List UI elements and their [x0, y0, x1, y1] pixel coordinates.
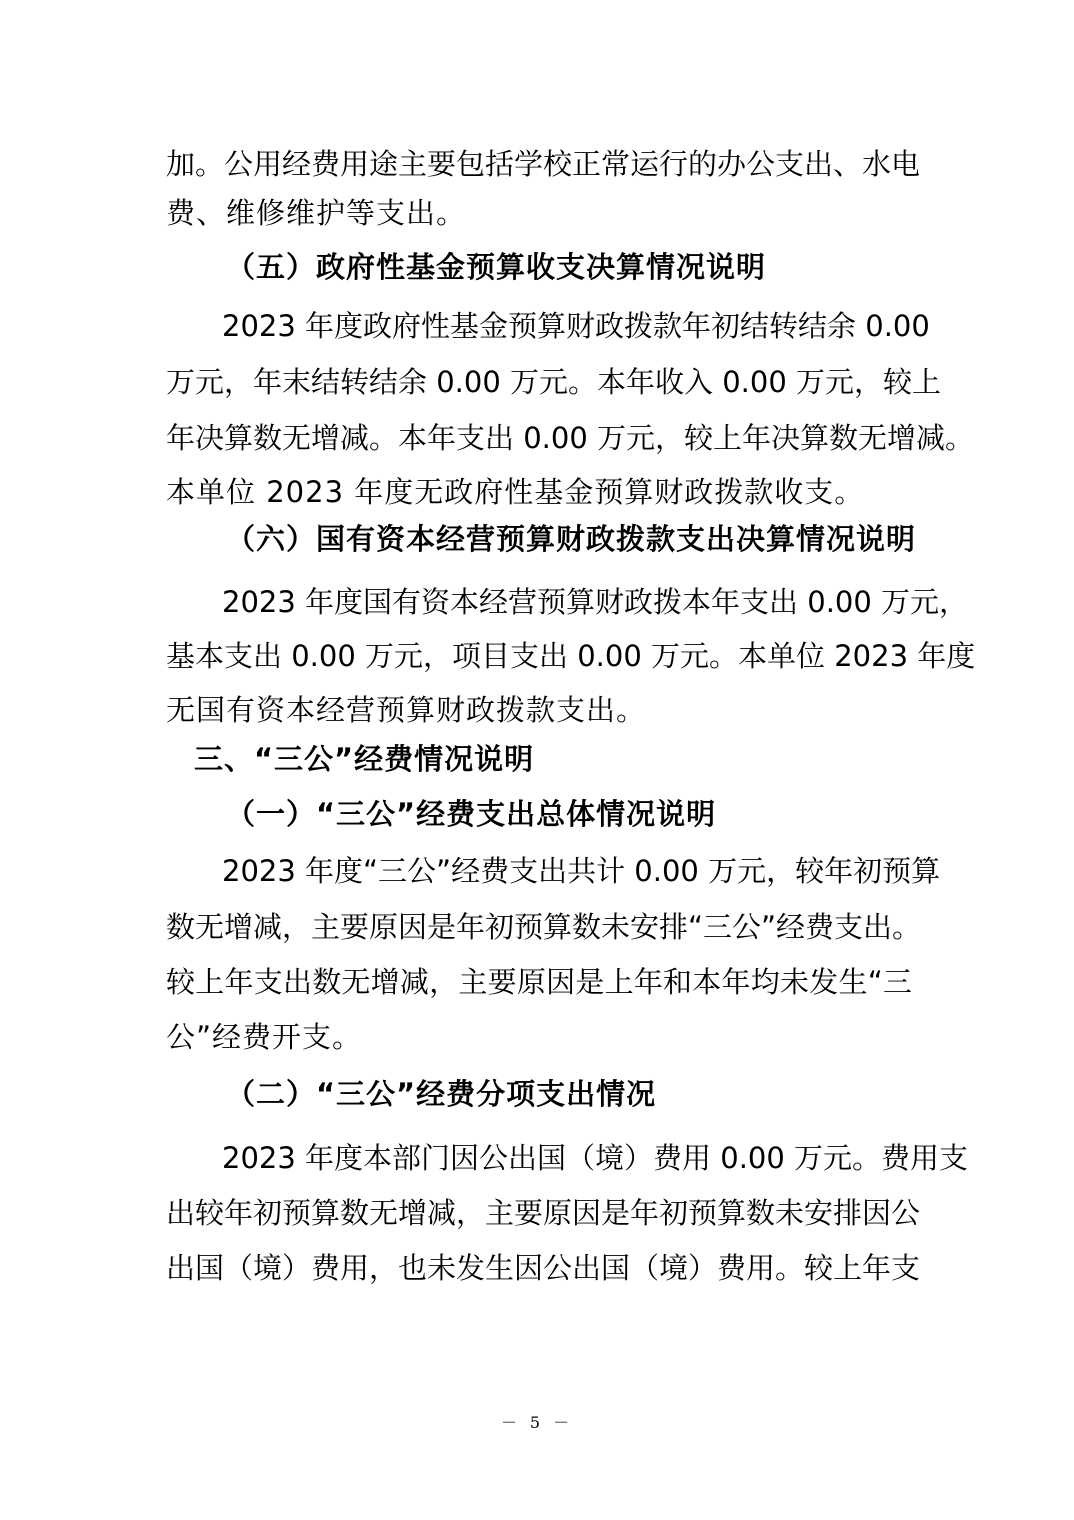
- paragraph-line: 基本支出 0.00 万元，项目支出 0.00 万元。本单位 2023 年度: [166, 639, 976, 673]
- paragraph-line: 2023 年度政府性基金预算财政拨款年初结转结余 0.00: [222, 309, 930, 343]
- paragraph-line: 出国（境）费用，也未发生因公出国（境）费用。较上年支: [166, 1251, 921, 1285]
- paragraph-line: 年决算数无增减。本年支出 0.00 万元，较上年决算数无增减。: [166, 421, 975, 455]
- paragraph-line: 公”经费开支。: [166, 1020, 363, 1054]
- section-heading-5: （五）政府性基金预算收支决算情况说明: [226, 250, 767, 284]
- chapter-heading-3: 三、“三公”经费情况说明: [194, 742, 535, 776]
- paragraph-line: 加。公用经费用途主要包括学校正常运行的办公支出、水电: [166, 147, 921, 181]
- paragraph-line: 较上年支出数无增减，主要原因是上年和本年均未发生“三: [166, 965, 912, 999]
- paragraph-line: 2023 年度国有资本经营预算财政拨本年支出 0.00 万元，: [222, 585, 969, 619]
- page-number: － 5 －: [500, 1413, 574, 1432]
- paragraph-line: 无国有资本经营预算财政拨款支出。: [166, 693, 647, 727]
- section-heading-3-1: （一）“三公”经费支出总体情况说明: [226, 797, 717, 831]
- paragraph-line: 本单位 2023 年度无政府性基金预算财政拨款收支。: [166, 475, 865, 509]
- section-heading-6: （六）国有资本经营预算财政拨款支出决算情况说明: [226, 522, 917, 556]
- paragraph-line: 2023 年度“三公”经费支出共计 0.00 万元，较年初预算: [222, 854, 941, 888]
- paragraph-line: 费、维修维护等支出。: [166, 196, 467, 230]
- paragraph-line: 万元，年末结转结余 0.00 万元。本年收入 0.00 万元，较上: [166, 365, 942, 399]
- paragraph-line: 出较年初预算数无增减，主要原因是年初预算数未安排因公: [166, 1196, 921, 1230]
- section-heading-3-2: （二）“三公”经费分项支出情况: [226, 1077, 657, 1111]
- paragraph-line: 2023 年度本部门因公出国（境）费用 0.00 万元。费用支: [222, 1141, 969, 1175]
- paragraph-line: 数无增减，主要原因是年初预算数未安排“三公”经费支出。: [166, 910, 922, 944]
